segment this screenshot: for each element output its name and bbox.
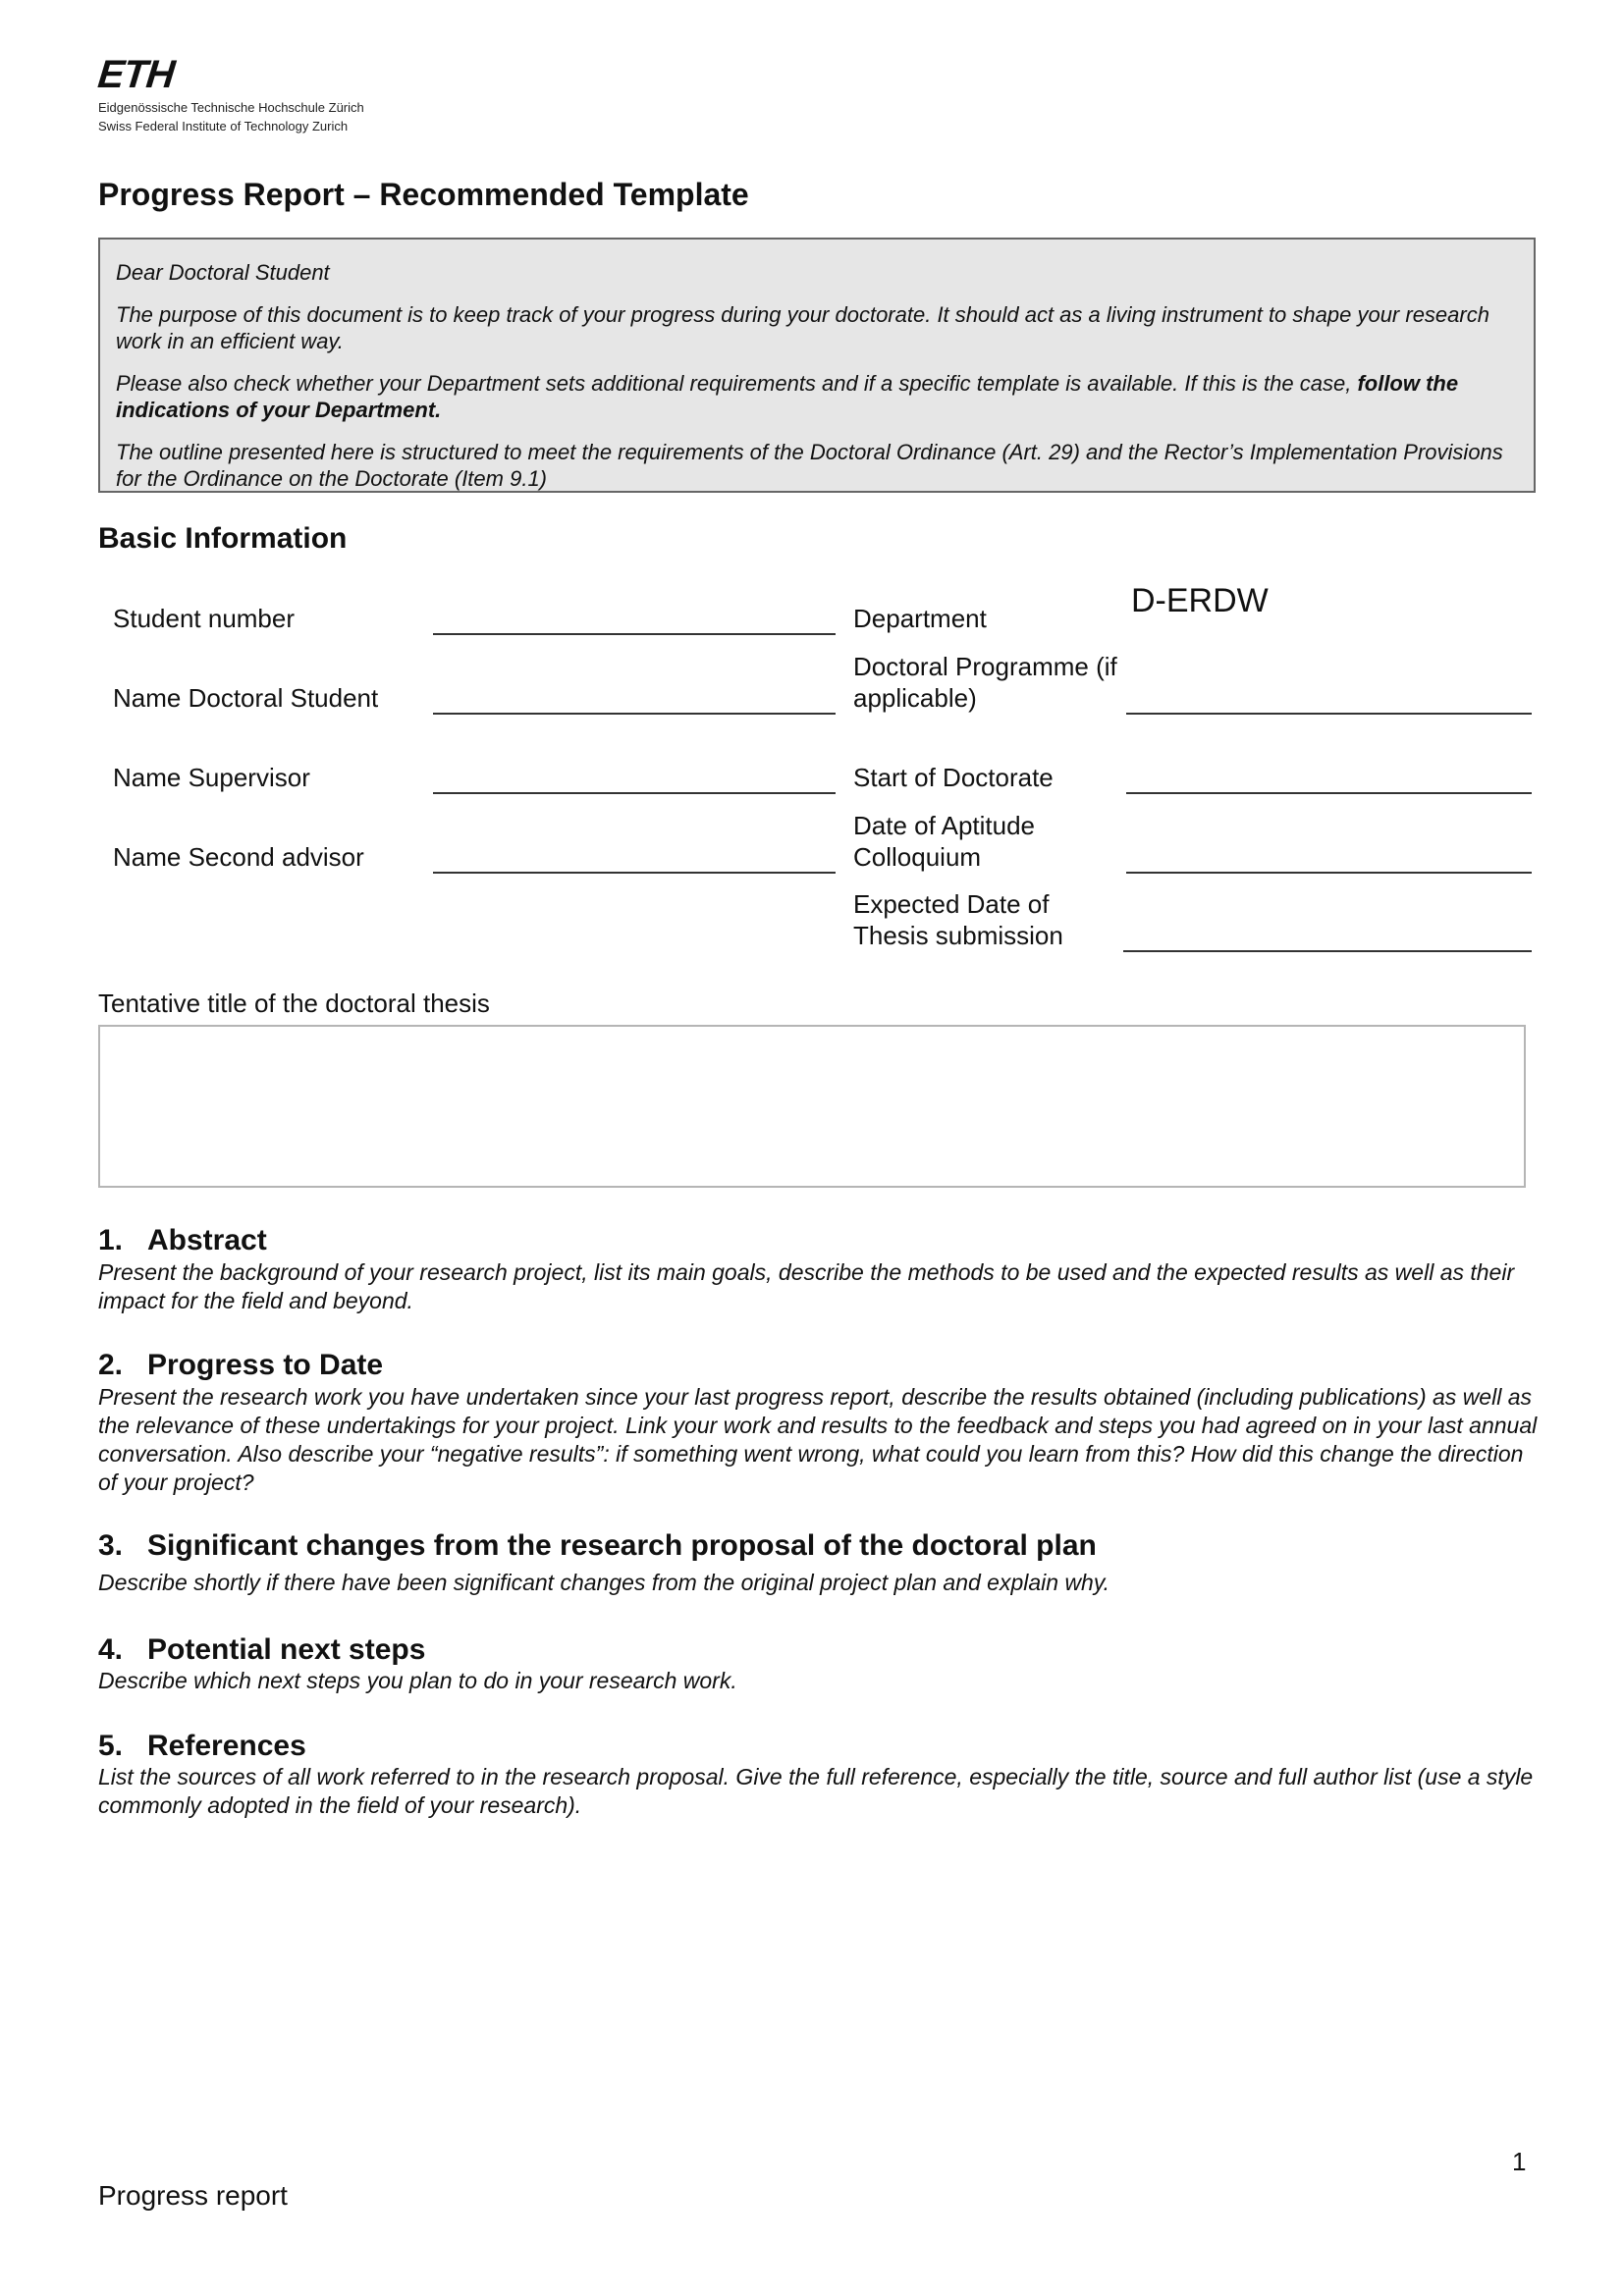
section-next-steps-heading (98, 1632, 425, 1668)
intro-paragraph-outline: The outline presented here is structured to meet the requirements of the Doctoral Ordinance (Art. 29) and the Rector’s Implementation Provisions for the Ordinance on the Doctorate (Item 9.1) (116, 440, 1503, 491)
intro-department-text: Please also check whether your Department sets additional requirements and if a specific template is available. If this is the case, (116, 371, 1352, 396)
intro-paragraph-department (116, 370, 1518, 423)
section-abstract-heading (98, 1223, 267, 1258)
intro-greeting: Dear Doctoral Student (116, 260, 330, 285)
section-number: 2. (98, 1349, 124, 1381)
intro-paragraph-purpose: The purpose of this document is to keep track of your progress during your doctorate. It should act as a living instrument to shape your research work in an efficient way. (116, 302, 1489, 353)
page-title: Progress Report – Recommended Template (98, 177, 749, 212)
thesis-title-input[interactable] (98, 1025, 1526, 1188)
section-number: 4. (98, 1633, 124, 1666)
doctoral-student-name-field[interactable] (433, 713, 836, 715)
department-label: Department (853, 604, 987, 633)
basic-info-heading: Basic Information (98, 522, 348, 555)
start-of-doctorate-field[interactable] (1126, 792, 1532, 794)
section-number: 1. (98, 1224, 124, 1256)
section-changes-heading (98, 1528, 1097, 1564)
section-number: 3. (98, 1529, 124, 1562)
intro-box (98, 238, 1536, 493)
section-number: 5. (98, 1730, 124, 1762)
supervisor-name-label: Name Supervisor (113, 763, 310, 792)
section-next-steps-description: Describe which next steps you plan to do in your research work. (98, 1668, 737, 1693)
section-title: Significant changes from the research proposal of the doctoral plan (147, 1529, 1097, 1562)
department-value[interactable]: D-ERDW (1131, 582, 1269, 619)
logo-line-german: Eidgenössische Technische Hochschule Zürich (98, 100, 364, 115)
student-number-field[interactable] (433, 633, 836, 635)
section-progress-heading (98, 1348, 383, 1383)
second-advisor-name-label: Name Second advisor (113, 842, 364, 872)
thesis-submission-date-field[interactable] (1123, 950, 1532, 952)
section-title: Progress to Date (147, 1349, 384, 1381)
section-title: Abstract (147, 1224, 267, 1256)
aptitude-colloquium-date-field[interactable] (1126, 872, 1532, 874)
section-title: References (147, 1730, 306, 1762)
student-number-label: Student number (113, 604, 296, 633)
thesis-title-label: Tentative title of the doctoral thesis (98, 988, 490, 1018)
doctoral-programme-label: Doctoral Programme (if applicable) (853, 652, 1117, 713)
start-of-doctorate-label: Start of Doctorate (853, 763, 1054, 792)
section-references-description: List the sources of all work referred to in the research proposal. Give the full reference, especially the title, source and full author list (use a style commonly adopted in the field of your research). (98, 1764, 1534, 1818)
logo-line-english: Swiss Federal Institute of Technology Zurich (98, 119, 349, 133)
thesis-submission-date-label: Expected Date of Thesis submission (853, 889, 1063, 950)
section-abstract-description: Present the background of your research project, list its main goals, describe the methods to be used and the expected results as well as their impact for the field and beyond. (98, 1259, 1515, 1313)
intro-department-bold: follow the indications of your Department. (116, 371, 1459, 422)
aptitude-colloquium-date-label: Date of Aptitude Colloquium (853, 811, 1036, 872)
second-advisor-name-field[interactable] (433, 872, 836, 874)
section-changes-description: Describe shortly if there have been significant changes from the original project plan and explain why. (98, 1570, 1110, 1595)
footer-text: Progress report (98, 2180, 288, 2211)
doctoral-programme-field[interactable] (1126, 713, 1532, 715)
section-progress-description: Present the research work you have undertaken since your last progress report, describe the results obtained (including publications) as well as the relevance of these undertakings for your project. Link your work and results to the feedback and steps you had agreed on in your last annual conversation. Also describe your “negative results”: if something went wrong, what could you learn from this? How did this change the direction of your project? (98, 1384, 1538, 1495)
section-title: Potential next steps (147, 1633, 426, 1666)
supervisor-name-field[interactable] (433, 792, 836, 794)
section-references-heading (98, 1729, 306, 1764)
page-number: 1 (1512, 2147, 1527, 2176)
doctoral-student-name-label: Name Doctoral Student (113, 683, 379, 713)
eth-logo: ETH (95, 53, 177, 96)
